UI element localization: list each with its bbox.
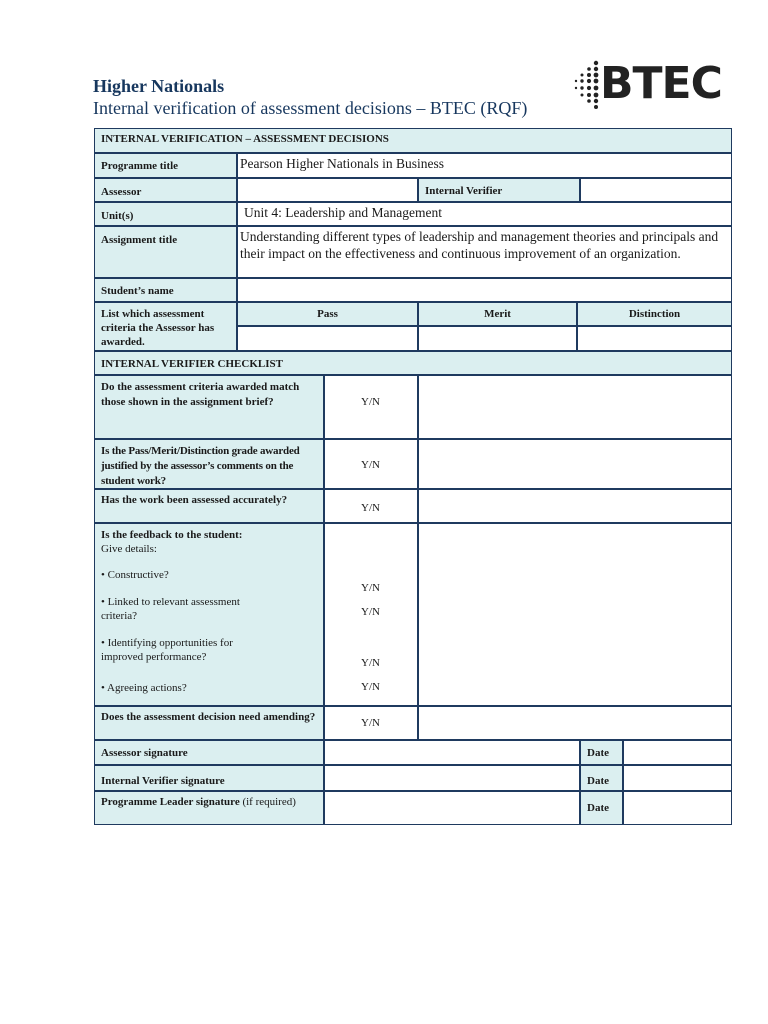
comment-criteria-match[interactable] [418,375,732,439]
pl-signature-label [94,791,324,825]
iv-date-label: Date [580,765,623,791]
units-field[interactable]: Unit 4: Leadership and Management [237,202,732,226]
pass-criteria-field[interactable] [237,326,418,351]
checklist-heading: INTERNAL VERIFIER CHECKLIST [94,351,732,375]
pl-signature-field[interactable] [324,791,580,825]
feedback-bullet-agreeing: • Agreeing actions? [101,682,187,694]
yn-criteria-match[interactable] [324,375,418,439]
question-assessed-accurately: Has the work been assessed accurately? [94,489,324,523]
question-feedback [94,523,324,706]
distinction-criteria-field[interactable] [577,326,732,351]
feedback-title: Is the feedback to the student: [101,529,243,541]
internal-verifier-field[interactable] [580,178,732,202]
header-title: Higher Nationals [93,76,225,96]
units-label: Unit(s) [94,202,237,226]
yn-grade-justified[interactable] [324,439,418,489]
pl-date-label: Date [580,791,623,825]
yn-assessed-accurately[interactable] [324,489,418,523]
pl-date-field[interactable] [623,791,732,825]
programme-title-label: Programme title [94,153,237,178]
yn-text: Y/N [361,502,380,514]
merit-header: Merit [418,302,577,326]
pl-signature-bold: Programme Leader signature [101,796,240,808]
assessor-field[interactable] [237,178,418,202]
assignment-title-label: Assignment title [94,226,237,278]
comment-grade-justified[interactable] [418,439,732,489]
yn-feedback[interactable] [324,523,418,706]
assessor-date-label: Date [580,740,623,765]
assessor-label: Assessor [94,178,237,202]
yn-linked: Y/N [361,606,380,618]
yn-agreeing: Y/N [361,681,380,693]
distinction-header: Distinction [577,302,732,326]
comment-feedback[interactable] [418,523,732,706]
iv-signature-field[interactable] [324,765,580,791]
assessor-date-field[interactable] [623,740,732,765]
feedback-bullet-identifying: • Identifying opportunities for improved performance? [101,637,233,663]
question-decision-amending: Does the assessment decision need amending? [94,706,324,740]
feedback-give-details: Give details: [101,543,157,555]
yn-constructive: Y/N [361,582,380,594]
comment-assessed-accurately[interactable] [418,489,732,523]
question-grade-justified: Is the Pass/Merit/Distinction grade awarded justified by the assessor’s comments on the student work? [94,439,324,489]
logo-text: BTEC [600,58,722,109]
btec-logo [574,60,724,110]
iv-signature-label: Internal Verifier signature [94,765,324,791]
yn-text: Y/N [361,396,380,408]
pl-signature-note: (if required) [239,796,296,808]
merit-criteria-field[interactable] [418,326,577,351]
header-subtitle: Internal verification of assessment decisions – BTEC (RQF) [93,98,528,118]
yn-text: Y/N [361,717,380,729]
yn-text: Y/N [361,459,380,471]
criteria-label: List which assessment criteria the Assessor has awarded. [94,302,237,351]
pass-header: Pass [237,302,418,326]
question-criteria-match: Do the assessment criteria awarded match those shown in the assignment brief? [94,375,324,439]
iv-date-field[interactable] [623,765,732,791]
assessor-signature-field[interactable] [324,740,580,765]
student-name-field[interactable] [237,278,732,302]
feedback-bullet-linked: • Linked to relevant assessment criteria? [101,596,240,622]
assessor-signature-label: Assessor signature [94,740,324,765]
programme-title-field[interactable]: Pearson Higher Nationals in Business [237,153,732,178]
assignment-title-field[interactable]: Understanding different types of leadership and management theories and principals and their impact on the effectiveness and continuous improvement of an organization. [237,226,732,278]
student-name-label: Student’s name [94,278,237,302]
feedback-bullet-constructive: • Constructive? [101,569,169,581]
section-heading: INTERNAL VERIFICATION – ASSESSMENT DECISIONS [94,128,732,153]
yn-identifying: Y/N [361,657,380,669]
comment-decision-amending[interactable] [418,706,732,740]
internal-verifier-label: Internal Verifier [418,178,580,202]
yn-decision-amending[interactable] [324,706,418,740]
